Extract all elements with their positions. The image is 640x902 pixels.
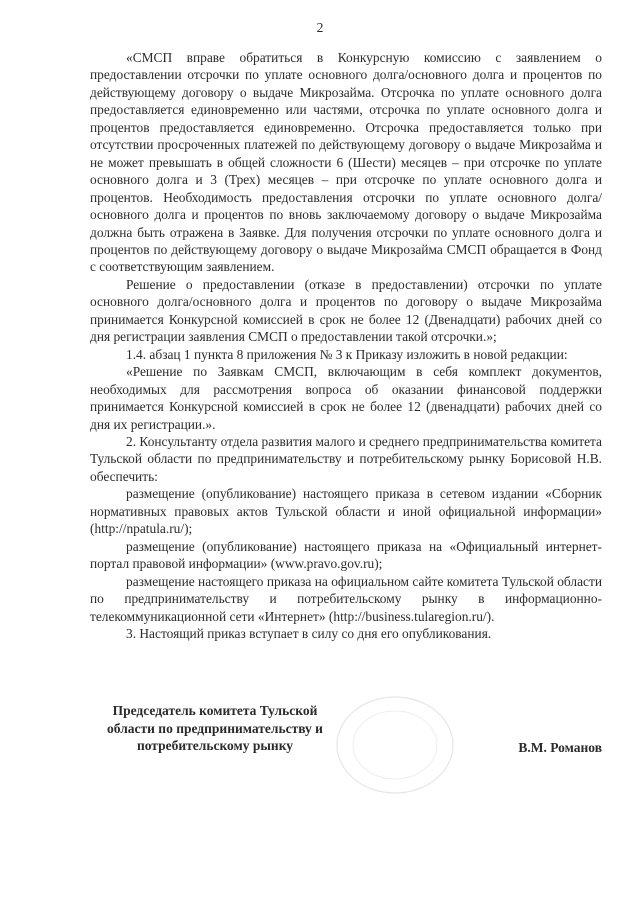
paragraph-publish-business: размещение настоящего приказа на официальном сайте комитета Тульской области по предпринимательству и потребительскому рынку в информационно-телекоммуникационной сети «Интернет» (http://business.tularegion.ru/). bbox=[90, 573, 602, 624]
signatory-title-line: Председатель комитета Тульской bbox=[112, 703, 318, 718]
paragraph-item-3: 3. Настоящий приказ вступает в силу со дня его опубликования. bbox=[126, 625, 492, 641]
signatory-title-line: потребительскому рынку bbox=[136, 738, 294, 753]
paragraph-deferral-decision: Решение о предоставлении (отказе в предоставлении) отсрочки по уплате основного долга/основного долга и процентов по договору о выдаче Микрозайма принимается Конкурсной комиссией в срок не более 12 (Двенадцати) рабочих дней со дня регистрации заявления СМСП о предоставлении такой отсрочки.»; bbox=[90, 276, 602, 345]
document-body bbox=[90, 49, 602, 642]
signatory-name: В.М. Романов bbox=[518, 740, 602, 755]
paragraph-item-2: 2. Консультанту отдела развития малого и среднего предпринимательства комитета Тульской области по предпринимательству и потребительскому рынку Борисовой Н.В. обеспечить: bbox=[90, 433, 602, 484]
paragraph-deferral-terms: «СМСП вправе обратиться в Конкурсную комиссию с заявлением о предоставлении отсрочки по уплате основного долга/основного долга и процентов по действующему договору о выдаче Микрозайма. Отсрочка по уплате основного долга предоставляется единовременно или частями, отсрочка по уплате основного долга и процентов предоставляется единовременно. Отсрочка предоставляется только при отсутствии просроченных платежей по действующему договору о выдаче Микрозайма и не может превышать в общей сложности 6 (Шести) месяцев – при отсрочке по уплате основного долга и 3 (Трех) месяцев – при отсрочке по уплате основного долга и процентов. Необходимость предоставления отсрочки по уплате основного долга/основного долга и процентов по вновь заключаемому договору о выдаче Микрозайма должна быть отражена в Заявке. Для получения отсрочки по уплате основного долга и процентов по действующему договору о выдаче Микрозайма СМСП обращается в Фонд с соответствующим заявлением. bbox=[90, 50, 602, 275]
signature-block bbox=[90, 702, 602, 762]
signatory-title-line: области по предпринимательству и bbox=[107, 720, 323, 736]
paragraph-item-1-4: 1.4. абзац 1 пункта 8 приложения № 3 к Приказу изложить в новой редакции: bbox=[126, 346, 568, 362]
page-number: 2 bbox=[316, 20, 324, 35]
signatory-title bbox=[90, 702, 340, 755]
paragraph-publish-pravo: размещение (опубликование) настоящего приказа на «Официальный интернет-портал правовой информации» (www.pravo.gov.ru); bbox=[90, 538, 602, 572]
paragraph-publish-npatula: размещение (опубликование) настоящего приказа в сетевом издании «Сборник нормативных правовых актов Тульской области и иной официальной информации» (http://npatula.ru/); bbox=[90, 486, 602, 537]
paragraph-application-decision: «Решение по Заявкам СМСП, включающим в себя комплект документов, необходимых для рассмотрения вопроса об оказании финансовой поддержки принимается Конкурсной комиссией в срок не более 12 (двенадцати) рабочих дней со дня их регистрации.». bbox=[90, 364, 602, 432]
